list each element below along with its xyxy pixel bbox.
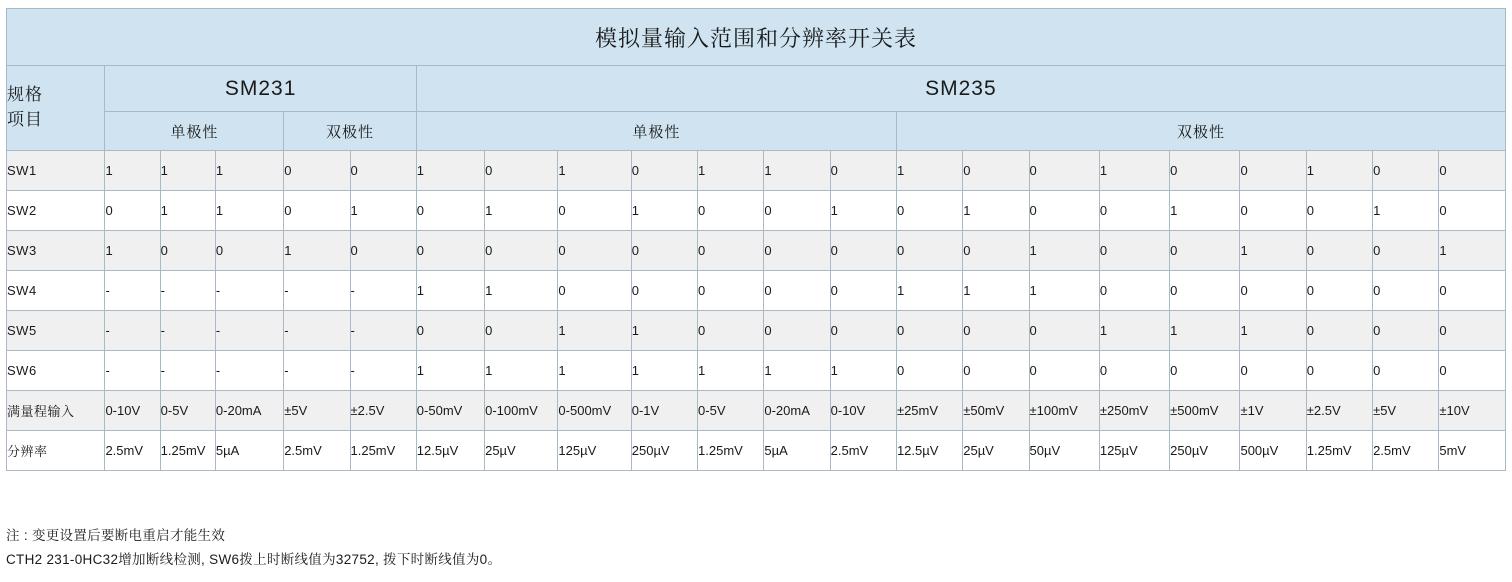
table-row (7, 151, 1506, 191)
table-cell: 0 (350, 151, 416, 191)
table-cell: 1 (1029, 231, 1099, 271)
spec-table-container (6, 8, 1506, 471)
table-cell: 0 (105, 191, 160, 231)
table-cell: 0 (485, 231, 558, 271)
table-row (7, 351, 1506, 391)
table-cell: 1 (1306, 151, 1372, 191)
table-cell: 0 (558, 231, 631, 271)
subgroup-header-row (7, 112, 1506, 151)
table-cell: 0 (558, 271, 631, 311)
table-cell: 250µV (631, 431, 697, 471)
table-cell: 0-5V (698, 391, 764, 431)
table-cell: 1 (631, 351, 697, 391)
table-cell: - (284, 271, 350, 311)
table-cell: ±5V (284, 391, 350, 431)
table-cell: - (350, 351, 416, 391)
table-cell: - (215, 271, 283, 311)
table-cell: ±100mV (1029, 391, 1099, 431)
table-cell: 0 (1439, 351, 1506, 391)
table-cell: 125µV (558, 431, 631, 471)
table-cell: - (284, 351, 350, 391)
table-cell: 0 (830, 151, 896, 191)
table-cell: 5µA (215, 431, 283, 471)
row-label: SW2 (7, 191, 105, 231)
table-cell: 1 (1373, 191, 1439, 231)
table-cell: 1.25mV (698, 431, 764, 471)
table-cell: ±1V (1240, 391, 1306, 431)
table-cell: 0 (631, 231, 697, 271)
table-cell: - (215, 351, 283, 391)
table-cell: ±10V (1439, 391, 1506, 431)
table-cell: 0 (764, 191, 830, 231)
table-cell: 0 (416, 231, 484, 271)
table-cell: 1 (1099, 311, 1169, 351)
table-cell: 0 (1029, 311, 1099, 351)
table-cell: 0 (1439, 271, 1506, 311)
analog-input-range-table (6, 8, 1506, 471)
table-cell: 0 (1029, 351, 1099, 391)
table-cell: 0 (1373, 151, 1439, 191)
table-cell: - (105, 311, 160, 351)
footnote-line-1: 注 : 变更设置后要断电重启才能生效 (6, 528, 226, 543)
table-cell: 2.5mV (105, 431, 160, 471)
footnote-line-2: CTH2 231-0HC32增加断线检测, SW6拨上时断线值为32752, 拨下时断线值为0。 (6, 551, 502, 567)
footnotes (6, 524, 501, 571)
table-cell: - (105, 351, 160, 391)
table-cell: 1 (485, 271, 558, 311)
table-row (7, 231, 1506, 271)
table-cell: 0 (830, 231, 896, 271)
table-cell: 1 (1439, 231, 1506, 271)
table-cell: 1 (1240, 311, 1306, 351)
table-cell: 0 (896, 311, 962, 351)
table-cell: - (160, 351, 215, 391)
table-cell: 250µV (1170, 431, 1240, 471)
table-cell: 0 (1373, 311, 1439, 351)
table-cell: 0 (215, 231, 283, 271)
table-cell: 0 (1240, 351, 1306, 391)
table-cell: 12.5µV (896, 431, 962, 471)
table-row (7, 431, 1506, 471)
table-cell: 0 (1373, 271, 1439, 311)
table-cell: 0 (698, 311, 764, 351)
table-cell: 0 (1373, 351, 1439, 391)
table-cell: 0 (963, 151, 1029, 191)
table-cell: 0 (1170, 351, 1240, 391)
table-cell: 0 (1306, 191, 1372, 231)
table-cell: 1 (160, 191, 215, 231)
corner-header (7, 66, 105, 151)
table-cell: 0 (830, 311, 896, 351)
table-cell: 0-100mV (485, 391, 558, 431)
table-cell: 1 (416, 351, 484, 391)
corner-line-1: 规格 (7, 85, 43, 105)
table-cell: 1 (1240, 231, 1306, 271)
table-cell: 0 (1099, 351, 1169, 391)
table-cell: 1 (896, 271, 962, 311)
table-cell: 0 (698, 191, 764, 231)
table-cell: 0 (1170, 231, 1240, 271)
subgroup-header-sm231-bipolar: 双极性 (284, 112, 417, 151)
table-cell: 50µV (1029, 431, 1099, 471)
table-cell: 0 (1439, 191, 1506, 231)
group-header-row (7, 66, 1506, 112)
table-cell: 2.5mV (284, 431, 350, 471)
table-cell: 0 (963, 231, 1029, 271)
table-cell: 0 (485, 311, 558, 351)
table-cell: 5µA (764, 431, 830, 471)
table-cell: 0 (1240, 151, 1306, 191)
table-cell: ±25mV (896, 391, 962, 431)
group-header-sm231: SM231 (105, 66, 416, 112)
table-cell: 0-50mV (416, 391, 484, 431)
table-cell: ±2.5V (1306, 391, 1372, 431)
table-cell: 1 (830, 191, 896, 231)
table-cell: - (160, 271, 215, 311)
table-row (7, 311, 1506, 351)
table-cell: 1 (215, 151, 283, 191)
row-label: SW4 (7, 271, 105, 311)
table-cell: - (160, 311, 215, 351)
table-cell: 25µV (485, 431, 558, 471)
table-cell: 0 (1306, 271, 1372, 311)
table-cell: 0 (284, 191, 350, 231)
table-cell: 0 (1029, 191, 1099, 231)
table-cell: 1 (631, 191, 697, 231)
row-label: SW6 (7, 351, 105, 391)
table-cell: 0 (1373, 231, 1439, 271)
table-cell: 0 (896, 231, 962, 271)
table-cell: 0 (896, 351, 962, 391)
table-row (7, 191, 1506, 231)
page-title: 模拟量输入范围和分辨率开关表 (7, 9, 1506, 66)
table-cell: 1 (698, 351, 764, 391)
table-cell: ±50mV (963, 391, 1029, 431)
table-cell: - (350, 311, 416, 351)
table-cell: 1 (764, 351, 830, 391)
table-cell: 1 (105, 151, 160, 191)
table-cell: 0 (1099, 231, 1169, 271)
table-cell: 1 (1170, 311, 1240, 351)
table-cell: 0-20mA (215, 391, 283, 431)
table-cell: 1.25mV (350, 431, 416, 471)
table-cell: - (350, 271, 416, 311)
table-cell: 1 (485, 191, 558, 231)
table-cell: 500µV (1240, 431, 1306, 471)
table-cell: 1 (416, 271, 484, 311)
table-row (7, 391, 1506, 431)
table-cell: 1 (830, 351, 896, 391)
table-cell: 1 (1029, 271, 1099, 311)
table-cell: 1 (1099, 151, 1169, 191)
table-cell: 0 (764, 231, 830, 271)
table-cell: 1 (558, 351, 631, 391)
table-cell: 2.5mV (830, 431, 896, 471)
table-cell: ±2.5V (350, 391, 416, 431)
table-cell: 1 (350, 191, 416, 231)
table-cell: 0 (160, 231, 215, 271)
table-cell: 0 (485, 151, 558, 191)
table-cell: 1 (105, 231, 160, 271)
table-cell: 12.5µV (416, 431, 484, 471)
subgroup-header-sm235-unipolar: 单极性 (416, 112, 896, 151)
table-cell: 2.5mV (1373, 431, 1439, 471)
table-cell: 25µV (963, 431, 1029, 471)
table-cell: 1 (284, 231, 350, 271)
corner-line-2: 项目 (7, 110, 43, 129)
table-cell: 5mV (1439, 431, 1506, 471)
table-cell: 0 (830, 271, 896, 311)
table-cell: 0 (1439, 311, 1506, 351)
table-cell: 0 (698, 231, 764, 271)
row-label: SW5 (7, 311, 105, 351)
row-label: 满量程输入 (7, 391, 105, 431)
table-cell: 0-1V (631, 391, 697, 431)
table-cell: 0 (764, 271, 830, 311)
table-body (7, 9, 1506, 471)
table-cell: 0 (1240, 191, 1306, 231)
table-cell: 1 (558, 311, 631, 351)
table-cell: 0 (896, 191, 962, 231)
table-cell: 0 (1029, 151, 1099, 191)
table-cell: 0-5V (160, 391, 215, 431)
subgroup-header-sm231-unipolar: 单极性 (105, 112, 284, 151)
table-cell: 0 (963, 311, 1029, 351)
table-cell: 0 (1099, 271, 1169, 311)
table-cell: 1.25mV (1306, 431, 1372, 471)
table-cell: 1 (485, 351, 558, 391)
table-cell: 1 (1170, 191, 1240, 231)
table-cell: 0 (1170, 271, 1240, 311)
table-cell: 0 (1170, 151, 1240, 191)
table-cell: 1 (160, 151, 215, 191)
row-label: SW1 (7, 151, 105, 191)
table-cell: 1 (764, 151, 830, 191)
table-cell: 0 (631, 151, 697, 191)
table-cell: 1 (558, 151, 631, 191)
table-cell: 0 (698, 271, 764, 311)
table-cell: 0-500mV (558, 391, 631, 431)
table-cell: 125µV (1099, 431, 1169, 471)
table-cell: 1 (215, 191, 283, 231)
table-cell: 0 (1306, 351, 1372, 391)
table-cell: 0-10V (830, 391, 896, 431)
table-cell: - (215, 311, 283, 351)
row-label: 分辨率 (7, 431, 105, 471)
table-cell: ±250mV (1099, 391, 1169, 431)
table-cell: 1 (698, 151, 764, 191)
table-cell: 0 (1306, 231, 1372, 271)
table-cell: 0 (558, 191, 631, 231)
table-cell: 1 (631, 311, 697, 351)
table-cell: 0 (1306, 311, 1372, 351)
table-cell: 1 (896, 151, 962, 191)
table-cell: 0 (764, 311, 830, 351)
table-cell: 0 (1240, 271, 1306, 311)
table-cell: ±500mV (1170, 391, 1240, 431)
table-cell: 0 (631, 271, 697, 311)
table-cell: 0 (416, 191, 484, 231)
table-cell: 1 (963, 191, 1029, 231)
table-cell: 1.25mV (160, 431, 215, 471)
table-cell: 0 (416, 311, 484, 351)
subgroup-header-sm235-bipolar: 双极性 (896, 112, 1505, 151)
table-cell: - (105, 271, 160, 311)
table-cell: 1 (416, 151, 484, 191)
table-cell: ±5V (1373, 391, 1439, 431)
table-cell: 0 (350, 231, 416, 271)
table-cell: 0 (284, 151, 350, 191)
table-cell: 1 (963, 271, 1029, 311)
table-cell: 0-10V (105, 391, 160, 431)
group-header-sm235: SM235 (416, 66, 1505, 112)
table-cell: 0-20mA (764, 391, 830, 431)
title-row (7, 9, 1506, 66)
row-label: SW3 (7, 231, 105, 271)
table-row (7, 271, 1506, 311)
table-cell: 0 (1439, 151, 1506, 191)
table-cell: 0 (1099, 191, 1169, 231)
table-cell: 0 (963, 351, 1029, 391)
table-cell: - (284, 311, 350, 351)
